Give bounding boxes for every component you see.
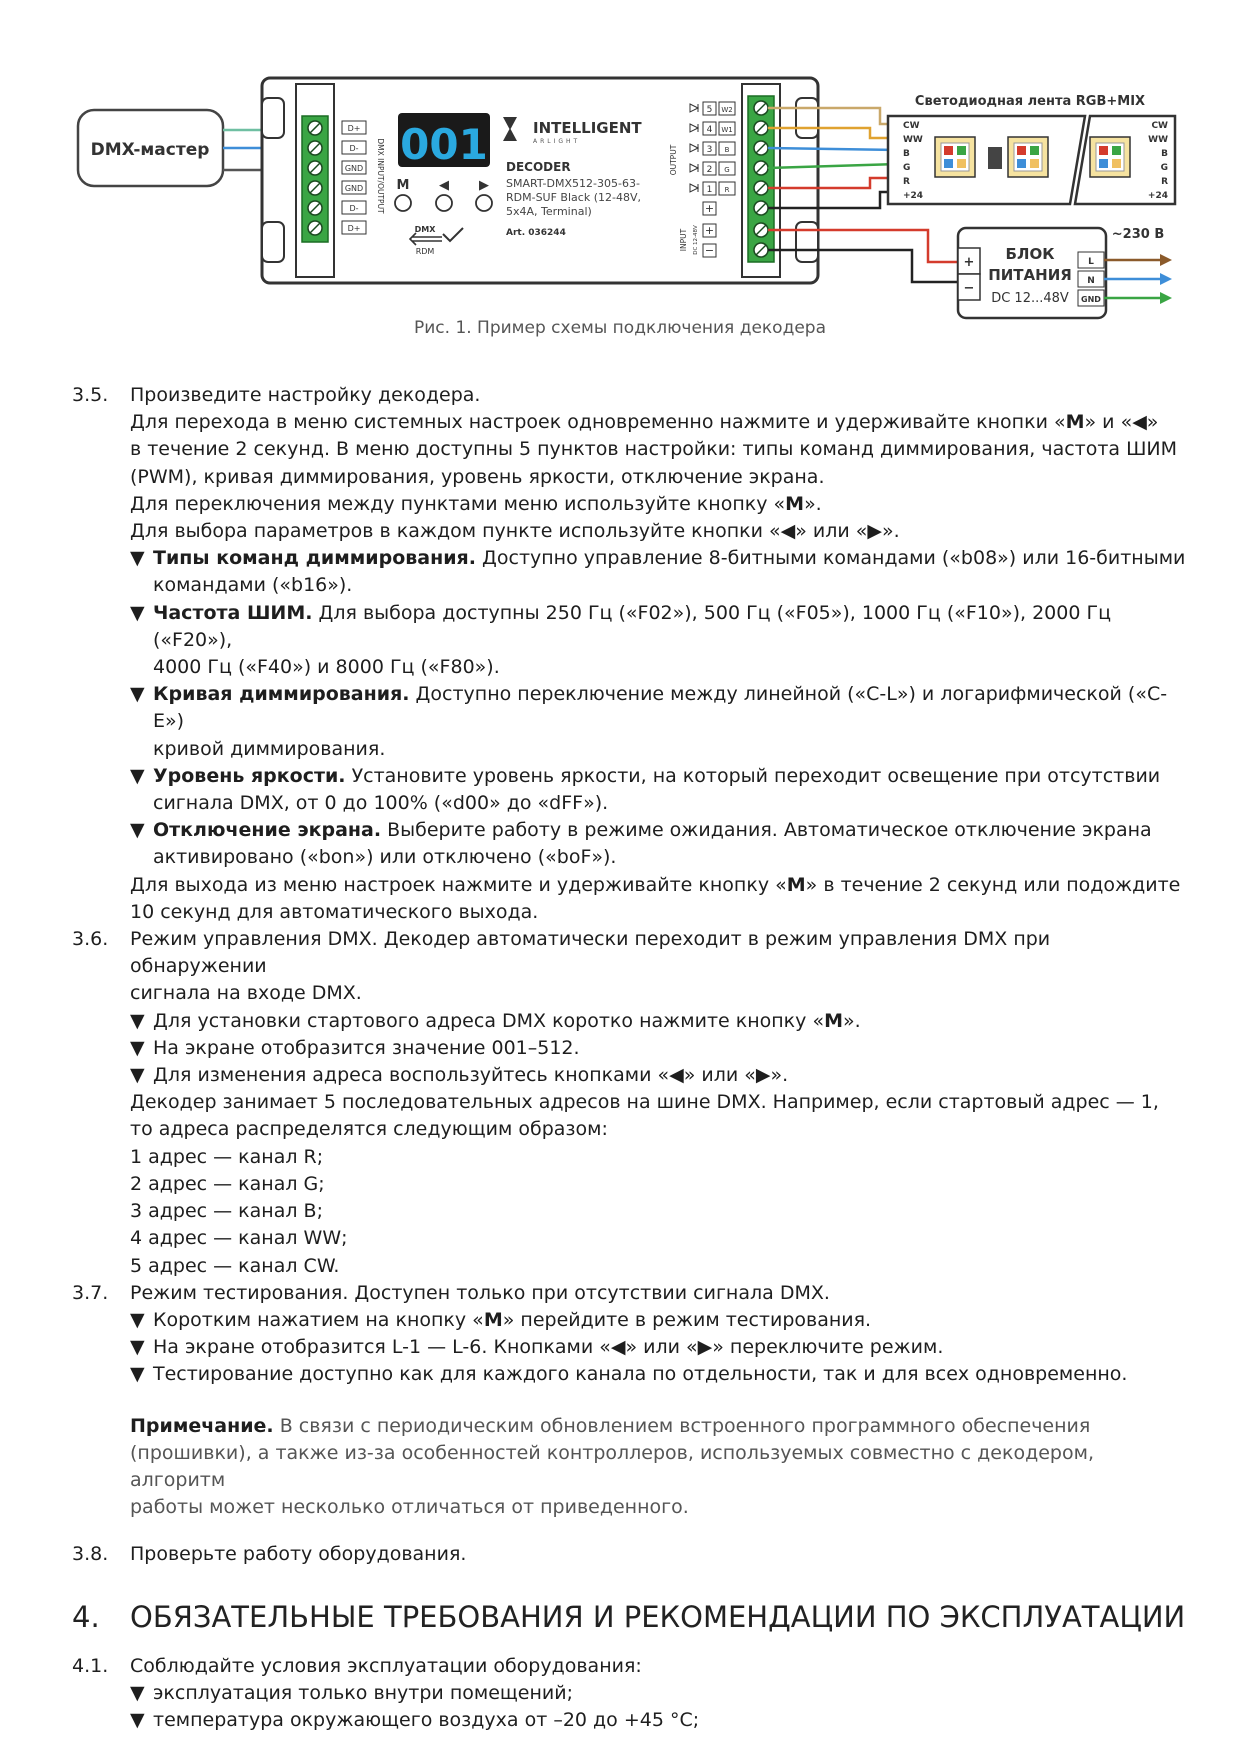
section-number: 3.8. — [72, 1543, 109, 1566]
model-line: SMART-DMX512-305-63- — [506, 177, 640, 190]
address-line: 2 адрес — канал G; — [130, 1172, 325, 1195]
left-pin-label: D- — [349, 144, 359, 153]
strip-pin: WW — [903, 135, 923, 145]
out-number: 1 — [706, 185, 713, 195]
bullet-marker: ▼ — [130, 1336, 145, 1359]
arrow-right-icon — [1160, 292, 1172, 304]
address-line: 3 адрес — канал B; — [130, 1200, 323, 1223]
bullet-marker: ▼ — [130, 601, 145, 624]
section-4-1 — [72, 1653, 1192, 1735]
bullet-item: ▼ Тестирование доступно как для каждого канала по отдельности, так и для всех одновременно. — [130, 1361, 1192, 1388]
psu-line3: DC 12...48V — [991, 291, 1069, 306]
strip-pin: R — [903, 177, 910, 187]
psu-plus: + — [963, 255, 975, 270]
strip-pin: CW — [1151, 121, 1168, 131]
bullet-marker: ▼ — [130, 683, 145, 706]
bullet-item: ▼ Коротким нажатием на кнопку «M» перейдите в режим тестирования. — [130, 1307, 1192, 1334]
out-plus: + — [704, 202, 715, 215]
psu-line1: БЛОК — [1005, 245, 1055, 263]
psu-pin: L — [1088, 257, 1094, 267]
button-left[interactable] — [436, 195, 452, 211]
bullet-item: ▼ Кривая диммирования. Доступно переключение между линейной («C-L») и логарифмической («C-E») кривой диммирования. — [130, 681, 1192, 763]
paragraph: Режим управления DMX. Декодер автоматически переходит в режим управления DMX при обнаружении — [130, 928, 1051, 978]
strip-pin: R — [1161, 177, 1168, 187]
button-right-label: ▶ — [479, 178, 489, 193]
paragraph: Режим тестирования. Доступен только при отсутствии сигнала DMX. — [130, 1281, 830, 1304]
model-line: RDM-SUF Black (12-48V, — [506, 191, 641, 204]
section-heading: ОБЯЗАТЕЛЬНЫЕ ТРЕБОВАНИЯ И РЕКОМЕНДАЦИИ ПО ЭКСПЛУАТАЦИИ — [130, 1599, 1186, 1634]
paragraph: то адреса распределятся следующим образом: — [130, 1118, 608, 1141]
bullet-marker: ▼ — [130, 1681, 145, 1704]
led-chip-icon — [1008, 137, 1048, 177]
button-m[interactable] — [395, 195, 411, 211]
psu-line2: ПИТАНИЯ — [988, 266, 1072, 284]
psu-pin: GND — [1081, 295, 1101, 304]
section-number: 3.6. — [72, 928, 109, 951]
instructions — [72, 382, 1192, 1734]
bullet-item: ▼ На экране отобразится значение 001–512. — [130, 1035, 1192, 1062]
bullet-marker: ▼ — [130, 547, 145, 570]
bullet-marker: ▼ — [130, 1064, 145, 1087]
paragraph: Соблюдайте условия эксплуатации оборудования: — [130, 1654, 642, 1677]
bullet-marker: ▼ — [130, 1708, 145, 1731]
psu-minus: − — [963, 281, 975, 296]
paragraph: Для перехода в меню системных настроек одновременно нажмите и удерживайте кнопки «M» и «◀» — [130, 411, 1159, 434]
display-value: 001 — [400, 120, 488, 169]
bullet-marker: ▼ — [130, 1308, 145, 1331]
section-number: 4.1. — [72, 1654, 109, 1677]
left-pin-label: GND — [344, 184, 364, 193]
strip-pin: CW — [903, 121, 920, 131]
strip-pin: +24 — [1147, 191, 1168, 201]
strip-pin: G — [1160, 163, 1168, 173]
decoder-title: DECODER — [506, 160, 571, 174]
output-label: OUTPUT — [669, 144, 678, 176]
bullet-item: ▼ Частота ШИМ. Для выбора доступны 250 Гц («F02»), 500 Гц («F05»), 1000 Гц («F10»), 2000 Гц («F20»), 4000 Гц («F40») и 8000 Гц («F80»). — [130, 600, 1192, 682]
article-number: Art. 036244 — [506, 228, 566, 238]
bullet-item: ▼ температура окружающего воздуха от –20 до +45 °С; — [130, 1707, 1192, 1734]
input-label: INPUT — [679, 228, 688, 252]
led-chip-icon — [1090, 137, 1130, 177]
brand-name: INTELLIGENT — [533, 119, 642, 137]
bullet-marker: ▼ — [130, 764, 145, 787]
bullet-item: ▼ Уровень яркости. Установите уровень яркости, на который переходит освещение при отсутствии сигнала DMX, от 0 до 100% («d00» до «dFF»). — [130, 763, 1192, 817]
dmx-io-label: DMX INPUT/OUTPUT — [376, 138, 385, 214]
brand-sub: ARLIGHT — [533, 138, 581, 145]
section-number: 3.5. — [72, 384, 109, 406]
bullet-marker: ▼ — [130, 1009, 145, 1032]
left-pin-label: D- — [349, 204, 359, 213]
note-label: Примечание. — [130, 1414, 274, 1437]
bullet-marker: ▼ — [130, 1363, 145, 1386]
paragraph: (PWM), кривая диммирования, уровень яркости, отключение экрана. — [130, 465, 825, 488]
led-chip-icon — [935, 137, 975, 177]
section-3-6 — [72, 926, 1192, 1280]
out-code: G — [724, 166, 730, 174]
bullet-item: ▼ Для установки стартового адреса DMX коротко нажмите кнопку «M». — [130, 1008, 1192, 1035]
button-m-label: M — [396, 178, 410, 193]
arrow-right-icon — [1160, 273, 1172, 285]
strip-pin: +24 — [903, 191, 924, 201]
section-3-7 — [72, 1280, 1192, 1389]
out-number: 3 — [706, 145, 713, 155]
paragraph: Для выбора параметров в каждом пункте используйте кнопки «◀» или «▶». — [130, 520, 900, 543]
out-number: 5 — [706, 105, 713, 115]
input-minus: − — [704, 244, 715, 257]
out-code: W1 — [721, 126, 733, 134]
section-3-8 — [72, 1541, 1192, 1568]
left-pin-label: D+ — [347, 124, 361, 133]
section-3-5 — [72, 382, 1192, 926]
out-number: 2 — [706, 165, 713, 175]
address-line: 1 адрес — канал R; — [130, 1145, 324, 1168]
bullet-item: ▼ эксплуатация только внутри помещений; — [130, 1680, 1192, 1707]
button-left-label: ◀ — [439, 178, 449, 193]
psu-pin: N — [1087, 276, 1095, 286]
dmx-master-label: DMX-мастер — [90, 140, 210, 160]
paragraph: 10 секунд для автоматического выхода. — [130, 900, 539, 923]
section-number: 3.7. — [72, 1281, 109, 1304]
paragraph: сигнала на входе DMX. — [130, 982, 362, 1005]
section-number: 4. — [72, 1599, 100, 1634]
arrow-right-icon — [1160, 254, 1172, 266]
out-code: W2 — [721, 106, 733, 114]
mains-label: ~230 В — [1111, 227, 1165, 242]
input-plus: + — [704, 224, 715, 237]
bullet-item: ▼ Типы команд диммирования. Доступно управление 8-битными командами («b08») или 16-битными командами («b16»). — [130, 545, 1192, 599]
bullet-item: ▼ На экране отобразится L-1 — L-6. Кнопками «◀» или «▶» переключите режим. — [130, 1334, 1192, 1361]
strip-title: Светодиодная лента RGB+MIX — [914, 94, 1146, 109]
input-voltage-label: DC 12-48V — [693, 225, 699, 255]
out-code: B — [724, 146, 730, 154]
rdm-mini-label: RDM — [415, 247, 435, 256]
paragraph: Для переключения между пунктами меню используйте кнопку «M». — [130, 492, 822, 515]
left-pin-label: GND — [344, 164, 364, 173]
bullet-item: ▼ Отключение экрана. Выберите работу в режиме ожидания. Автоматическое отключение экрана активировано («bon») или отключено («boF»). — [130, 817, 1192, 871]
paragraph: Декодер занимает 5 последовательных адресов на шине DMX. Например, если стартовый адрес — 1, — [130, 1091, 1159, 1114]
strip-pin: B — [1161, 149, 1168, 159]
resistor-icon — [988, 147, 1002, 169]
model-line: 5x4A, Terminal) — [506, 205, 592, 218]
figure-caption: Рис. 1. Пример схемы подключения декодера — [413, 318, 826, 338]
dmx-mini-label: DMX — [414, 225, 436, 234]
note: Примечание. В связи с периодическим обновлением встроенного программного обеспечения (прошивки), а также из-за особенностей контроллеров, используемых совместно с декодером, алгоритм работы может несколько отличаться от приведенного. — [130, 1414, 1094, 1519]
out-code: R — [724, 186, 730, 194]
bullet-marker: ▼ — [130, 1036, 145, 1059]
section-title: Произведите настройку декодера. — [130, 384, 481, 406]
strip-pin: WW — [1148, 135, 1168, 145]
strip-pin: B — [903, 149, 910, 159]
paragraph: Проверьте работу оборудования. — [130, 1543, 467, 1566]
connection-diagram — [0, 0, 1240, 360]
section-4-heading — [72, 1599, 1192, 1635]
address-line: 5 адрес — канал CW. — [130, 1254, 340, 1277]
left-pin-label: D+ — [347, 224, 361, 233]
button-right[interactable] — [476, 195, 492, 211]
paragraph: Для выхода из меню настроек нажмите и удерживайте кнопку «M» в течение 2 секунд или подождите — [130, 873, 1181, 896]
out-number: 4 — [706, 125, 713, 135]
strip-pin: G — [903, 163, 911, 173]
bullet-marker: ▼ — [130, 819, 145, 842]
address-line: 4 адрес — канал WW; — [130, 1227, 348, 1250]
paragraph: в течение 2 секунд. В меню доступны 5 пунктов настройки: типы команд диммирования, частота ШИМ — [130, 438, 1178, 461]
bullet-item: ▼ Для изменения адреса воспользуйтесь кнопками «◀» или «▶». — [130, 1062, 1192, 1089]
